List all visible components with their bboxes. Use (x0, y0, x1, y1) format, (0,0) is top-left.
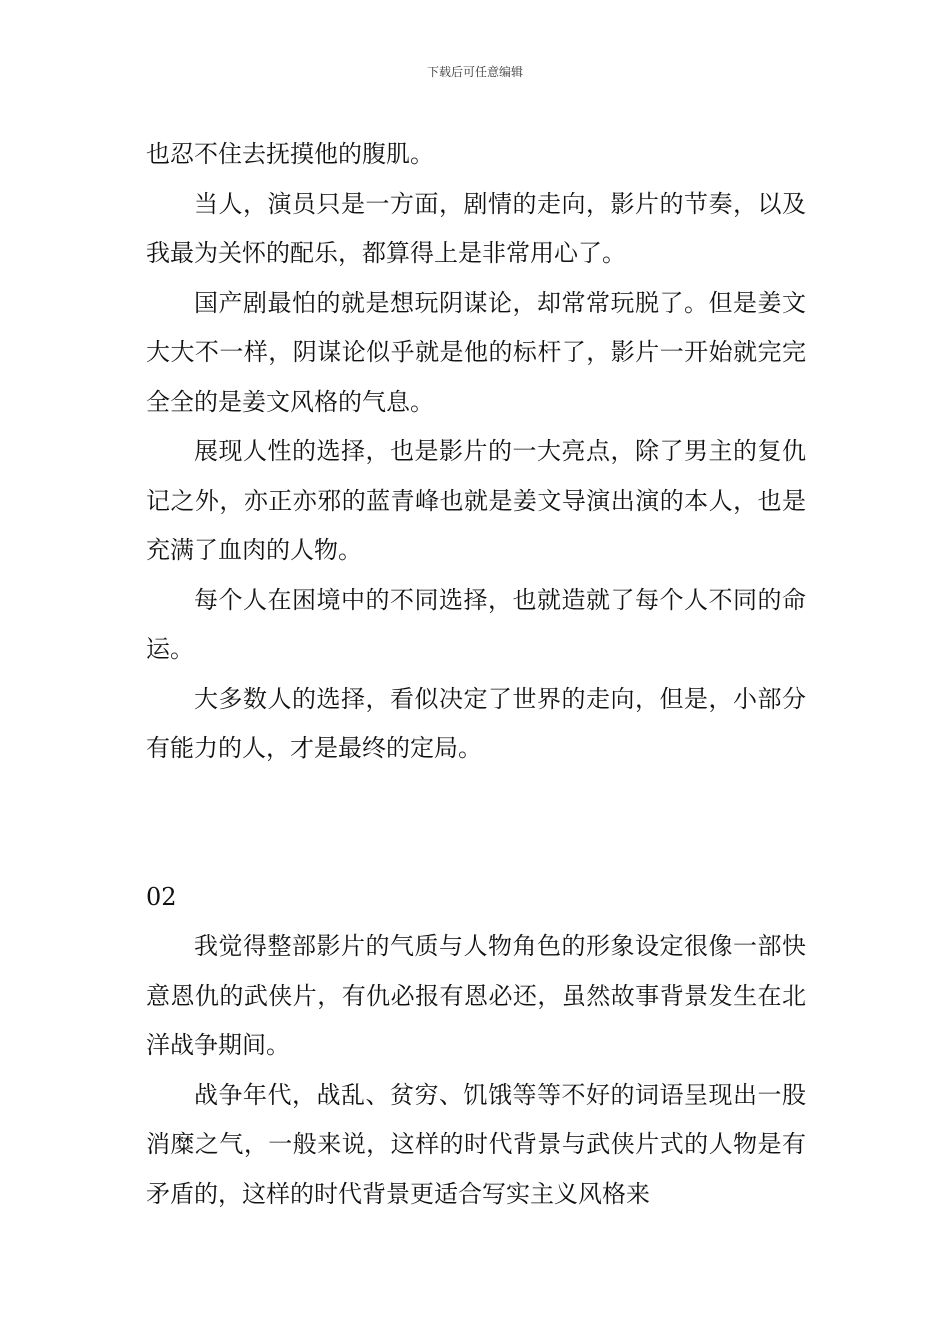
paragraph: 当人，演员只是一方面，剧情的走向，影片的节奏，以及我最为关怀的配乐，都算得上是非常用心了。 (146, 189, 806, 267)
section-gap (146, 774, 806, 873)
paragraph: 展现人性的选择，也是影片的一大亮点，除了男主的复仇记之外，亦正亦邪的蓝青峰也就是姜文导演出演的本人，也是充满了血肉的人物。 (146, 437, 806, 564)
paragraph: 每个人在困境中的不同选择，也就造就了每个人不同的命运。 (146, 585, 806, 663)
paragraph: 也忍不住去抚摸他的腹肌。 (146, 140, 434, 168)
document-body (146, 130, 806, 1219)
paragraph: 战争年代，战乱、贫穷、饥饿等等不好的词语呈现出一股消糜之气，一般来说，这样的时代背景与武侠片式的人物是有矛盾的，这样的时代背景更适合写实主义风格来 (146, 1080, 806, 1208)
page-header: 下载后可任意编辑 (426, 65, 523, 79)
paragraph: 国产剧最怕的就是想玩阴谋论，却常常玩脱了。但是姜文大大不一样，阴谋论似乎就是他的标杆了，影片一开始就完完全全的是姜文风格的气息。 (146, 288, 806, 416)
section-number: 02 (146, 882, 177, 911)
paragraph: 我觉得整部影片的气质与人物角色的形象设定很像一部快意恩仇的武侠片，有仇必报有恩必还，虽然故事背景发生在北洋战争期间。 (146, 932, 806, 1059)
paragraph: 大多数人的选择，看似决定了世界的走向，但是，小部分有能力的人，才是最终的定局。 (146, 684, 806, 762)
